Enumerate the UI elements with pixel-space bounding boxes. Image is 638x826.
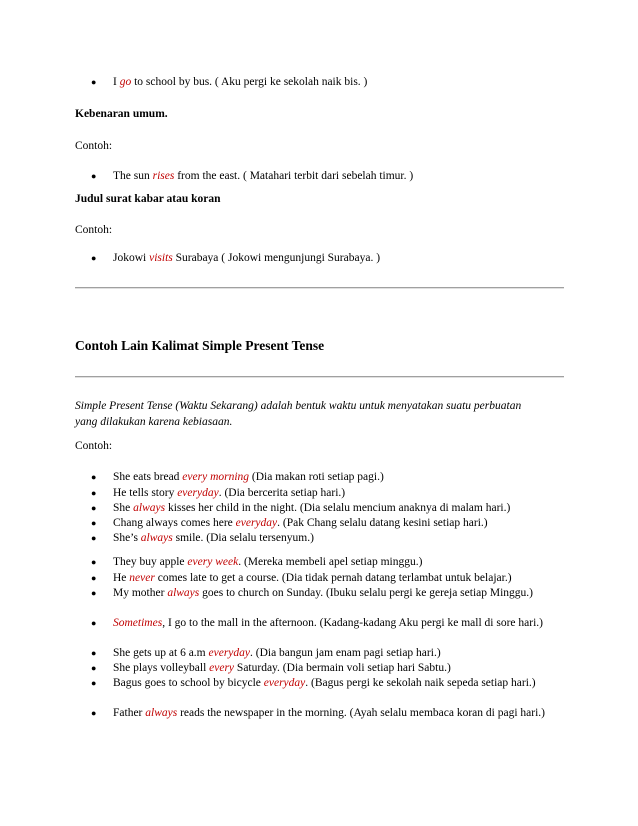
section-heading: Kebenaran umum. [75,108,168,120]
list-item: She eats bread every morning (Dia makan roti setiap pagi.) [113,471,384,483]
bullet-dot: ● [91,663,97,673]
bullet-dot: ● [91,533,97,543]
bullet-dot: ● [91,518,97,528]
bullet-dot: ● [91,708,97,718]
horizontal-rule [75,287,564,289]
bullet-dot: ● [91,488,97,498]
list-item: She gets up at 6 a.m everyday. (Dia bangun jam enam pagi setiap hari.) [113,647,441,659]
bullet-dot: ● [91,472,97,482]
list-item: They buy apple every week. (Mereka membeli apel setiap minggu.) [113,556,423,568]
list-item: The sun rises from the east. ( Matahari terbit dari sebelah timur. ) [113,170,414,182]
bullet-dot: ● [91,253,97,263]
list-item: Jokowi visits Surabaya ( Jokowi mengunjungi Surabaya. ) [113,252,381,264]
list-item: I go to school by bus. ( Aku pergi ke sekolah naik bis. ) [113,76,368,88]
list-item: My mother always goes to church on Sunday. (Ibuku selalu pergi ke gereja setiap Minggu.) [113,587,534,599]
list-item: She’s always smile. (Dia selalu tersenyum.) [113,532,314,544]
bullet-dot: ● [91,678,97,688]
bullet-dot: ● [91,171,97,181]
page-title: Contoh Lain Kalimat Simple Present Tense [75,338,325,353]
contoh-label: Contoh: [75,140,113,152]
list-item: She always kisses her child in the night. (Dia selalu mencium anaknya di malam hari.) [113,502,511,514]
list-item: Father always reads the newspaper in the morning. (Ayah selalu membaca koran di pagi hari.) [113,707,545,719]
bullet-dot: ● [91,648,97,658]
bullet-dot: ● [91,618,97,628]
bullet-dot: ● [91,573,97,583]
list-item: Sometimes, I go to the mall in the afternoon. (Kadang-kadang Aku pergi ke mall di sore hari.) [113,617,543,629]
bullet-dot: ● [91,503,97,513]
section-heading: Judul surat kabar atau koran [75,193,221,205]
bullet-dot: ● [91,77,97,87]
list-item: She plays volleyball every Saturday. (Dia bermain voli setiap hari Sabtu.) [113,662,451,674]
list-item: Chang always comes here everyday. (Pak Chang selalu datang kesini setiap hari.) [113,517,488,529]
contoh-label: Contoh: [75,440,113,452]
horizontal-rule [75,376,564,378]
list-item: He never comes late to get a course. (Dia tidak pernah datang terlambat untuk belajar.) [113,572,512,584]
intro-paragraph: Simple Present Tense (Waktu Sekarang) adalah bentuk waktu untuk menyatakan suatu perbuatan yang dilakukan karena kebiasaan. [75,400,522,428]
list-item: He tells story everyday. (Dia bercerita setiap hari.) [113,487,346,499]
contoh-label: Contoh: [75,224,113,236]
list-item: Bagus goes to school by bicycle everyday. (Bagus pergi ke sekolah naik sepeda setiap hari.) [113,677,536,689]
bullet-dot: ● [91,557,97,567]
bullet-dot: ● [91,588,97,598]
